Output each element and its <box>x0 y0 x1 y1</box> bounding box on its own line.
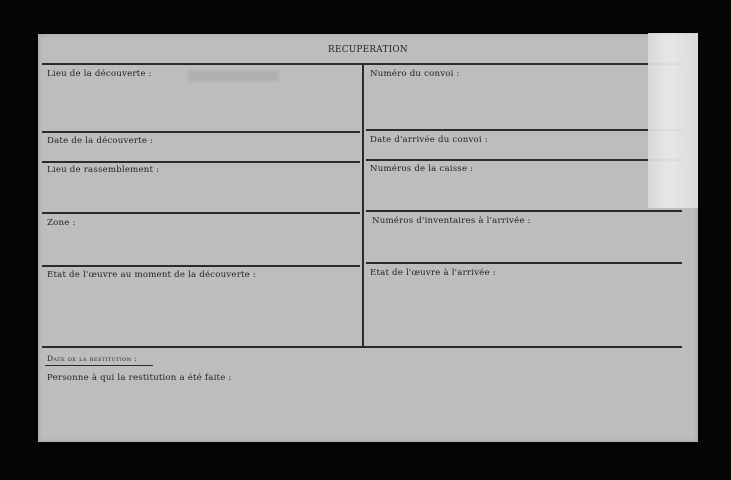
adhesive-tape <box>648 33 698 208</box>
field-date-decouverte: Date de la découverte : <box>47 136 154 146</box>
field-numeros-caisse: Numéros de la caisse : <box>370 164 474 174</box>
divider <box>366 129 682 131</box>
field-date-restitution: Date de la restitution : <box>47 354 138 363</box>
restitution-underline <box>45 365 153 366</box>
divider <box>366 262 682 264</box>
divider <box>42 131 360 133</box>
card-title: RECUPERATION <box>328 45 408 55</box>
divider <box>42 212 360 214</box>
field-etat-arrivee: Etat de l'œuvre à l'arrivée : <box>370 268 496 278</box>
field-etat-decouverte: Etat de l'œuvre au moment de la découverte : <box>47 270 256 280</box>
field-lieu-decouverte: Lieu de la découverte : <box>47 69 152 79</box>
center-divider <box>362 64 364 347</box>
field-personne-restitution: Personne à qui la restitution a été faite : <box>47 373 232 383</box>
field-lieu-rassemblement: Lieu de rassemblement : <box>47 165 160 175</box>
divider <box>366 210 682 212</box>
divider <box>42 161 360 163</box>
divider <box>42 265 360 267</box>
field-numero-convoi: Numéro du convoi : <box>370 69 460 79</box>
record-card <box>38 34 698 442</box>
bottom-divider <box>42 346 682 348</box>
faded-stamp <box>188 71 278 81</box>
divider <box>366 159 682 161</box>
field-date-arrivee: Date d'arrivée du convoi : <box>370 135 488 145</box>
field-zone: Zone : <box>47 218 76 228</box>
field-numeros-inventaires: Numéros d'inventaires à l'arrivée : <box>372 216 531 226</box>
